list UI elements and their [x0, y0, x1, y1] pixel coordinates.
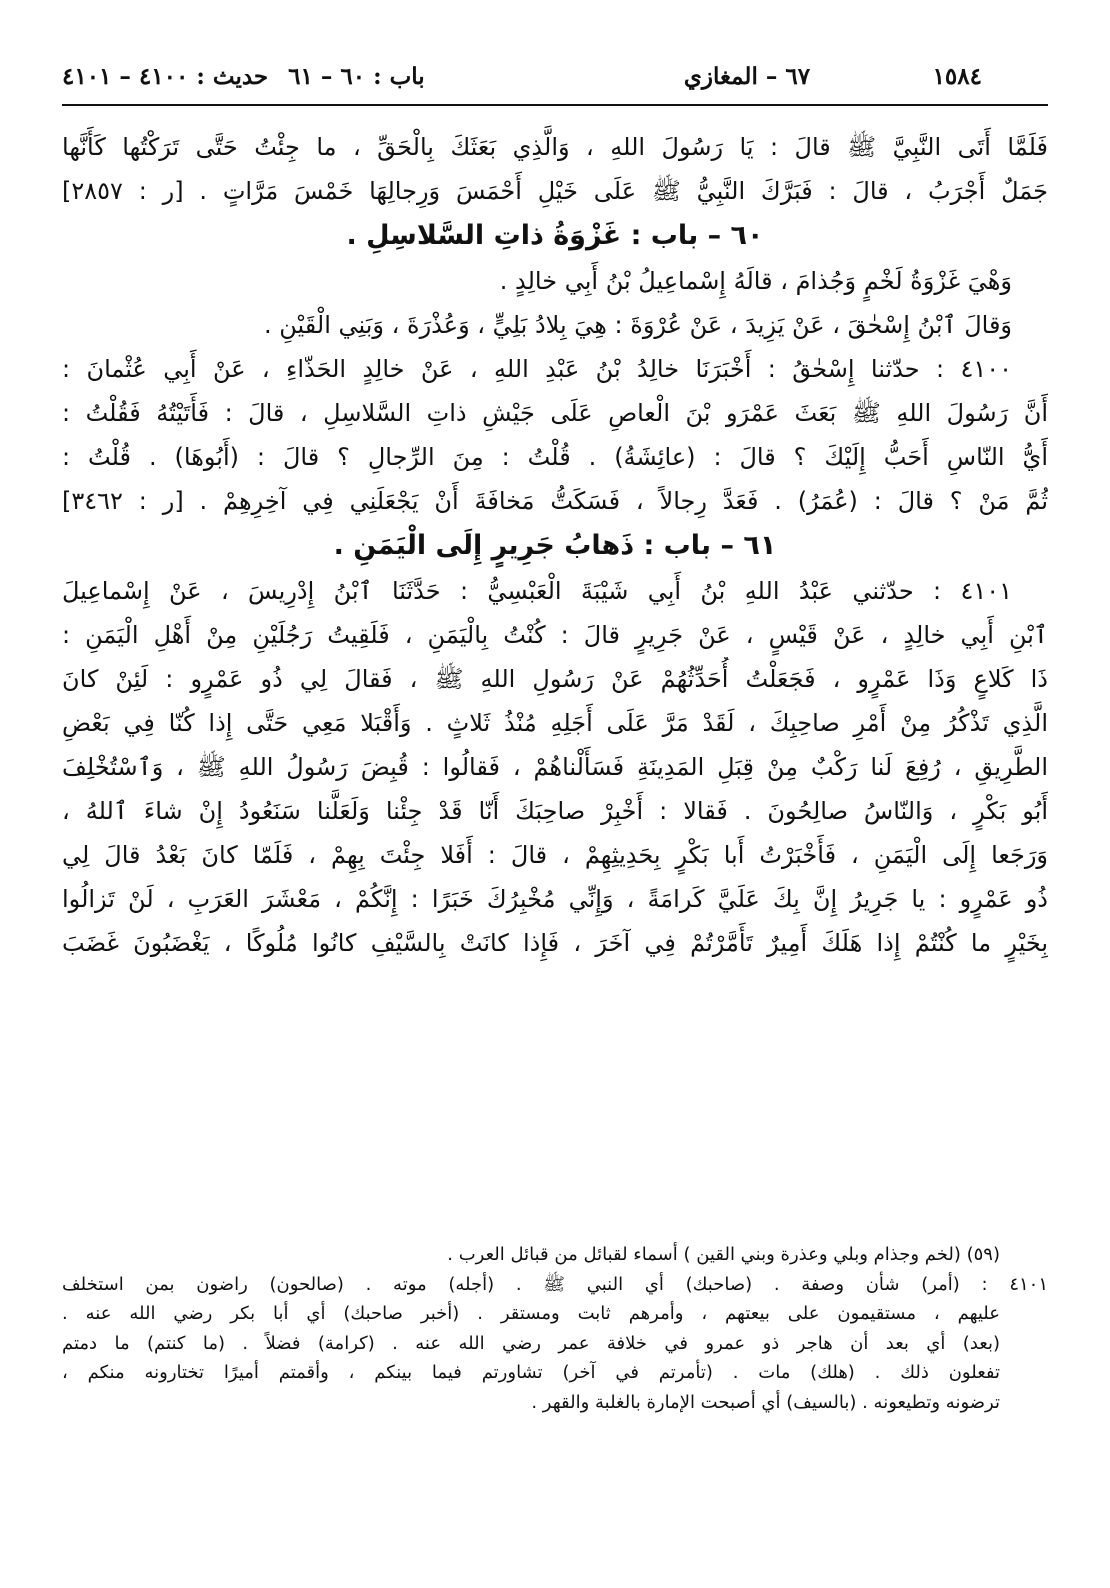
text-line: الَّذِي تَذْكُرُ مِنْ أَمْرِ صاحِبِكَ ، لَقَدْ مَرَّ عَلَى أَجَلِهِ مُنْذُ ثَلاثٍ . وَأَقْبَلا مَعِي حَتَّى إِذا كُنّا فِي بَعْضِ — [62, 709, 1048, 737]
chapter-title: ٦٧ – المغازي — [683, 62, 811, 90]
bab-heading: ٦١ – باب : ذَهابُ جَرِيرٍ إِلَى الْيَمَنِ . — [333, 530, 777, 561]
footnote-line: (بعد) أي بعد أن هاجر ذو عمرو في خلافة عمر رضي الله عنه . (كرامة) فضلاً . (ما كنتم) ما دمتم — [62, 1332, 1000, 1354]
text-line: أَنَّ رَسُولَ اللهِ ﷺ بَعَثَ عَمْرَو بْنَ الْعاصِ عَلَى جَيْشِ ذاتِ السَّلاسِلِ ، قالَ : فَأَتَيْتُهُ فَقُلْتُ : — [62, 399, 1048, 427]
hadith-opening-line: ٤١٠٠ : حدّثنا إِسْحٰقُ : أَخْبَرَنَا خالِدُ بْنُ عَبْدِ اللهِ ، عَنْ خالِدٍ الحَذّاءِ ، عَنْ أَبِي عُثْمانَ : — [62, 355, 1012, 383]
footnote-line: ترضونه وتطيعونه . (بالسيف) أي أصبحت الإمارة بالغلبة والقهر . — [531, 1391, 1000, 1413]
text-line: ٱبْنِ أَبِي خالِدٍ ، عَنْ قَيْسٍ ، عَنْ جَرِيرٍ قالَ : كُنْتُ بِالْيَمَنِ ، فَلَقِيتُ رَجُلَيْنِ مِنْ أَهْلِ الْيَمَنِ : — [62, 621, 1048, 649]
text-line: ذُو عَمْرٍو : يا جَرِيرُ إِنَّ بِكَ عَلَيَّ كَرامَةً ، وَإِنِّي مُخْبِرُكَ خَبَرًا : إِنَّكُمْ ، مَعْشَرَ العَرَبِ ، لَنْ تَزالُوا — [62, 885, 1048, 913]
hadith-range: حديث : ٤١٠٠ – ٤١٠١ — [62, 62, 269, 90]
hadith-opening-line: ٤١٠١ : حدّثني عَبْدُ اللهِ بْنُ أَبِي شَيْبَةَ الْعَبْسِيُّ : حَدَّثَنَا ٱبْنُ إِدْرِيسَ ، عَنْ إِسْماعِيلَ — [62, 577, 1012, 605]
bab-range: باب : ٦٠ – ٦١ — [288, 62, 425, 90]
footnote-line: تفعلون ذلك . (هلك) مات . (تأمرتم في آخر) تشاورتم فيما بينكم ، وأقمتم أميرًا تختارونه منكم ، — [62, 1362, 1000, 1383]
footnote-line: (٥٩) (لخم وجذام وبلي وعذرة وبني القين ) أسماء لقبائل من قبائل العرب . — [447, 1244, 1000, 1265]
main-text — [62, 125, 1048, 965]
footnote-line: عليهم ، مستقيمون على بيعتهم ، وأمرهم ثابت ومستقر . (أخبر صاحبك) أي أبا بكر رضي الله عنه . — [62, 1303, 1000, 1324]
text-line: بِخَيْرٍ ما كُنْتُمْ إِذا هَلَكَ أَمِيرٌ تَأَمَّرْتُمْ فِي آخَرَ ، فَإِذا كانَتْ بِالسَّيْفِ كانُوا مُلُوكًا ، يَغْضَبُونَ غَضَبَ — [62, 929, 1048, 957]
text-line: وَهْيَ غَزْوَةُ لَخْمٍ وَجُذامَ ، قالَهُ إِسْماعِيلُ بْنُ أَبِي خالِدٍ . — [499, 267, 1012, 295]
footnote-line: ٤١٠١ : (أمر) شأن وصفة . (صاحبك) أي النبي ﷺ . (أجله) موته . (صالحون) راضون بمن استخلف — [62, 1273, 1048, 1295]
page-number: ١٥٨٤ — [932, 62, 982, 90]
text-line: ثُمَّ مَنْ ؟ قالَ : (عُمَرُ) . فَعَدَّ رِجالاً ، فَسَكَتُّ مَخافَةَ أَنْ يَجْعَلَنِي فِي آخِرِهِمْ . [ر : ٣٤٦٢] — [62, 487, 1048, 515]
bab-heading: ٦٠ – باب : غَزْوَةُ ذاتِ السَّلاسِلِ . — [346, 220, 764, 251]
text-line: أَبُو بَكْرٍ ، وَالنّاسُ صالِحُونَ . فَقالا : أَخْبِرْ صاحِبَكَ أَنّا قَدْ جِئْنا وَلَعَلَّنا سَنَعُودُ إِنْ شاءَ ٱللهُ ، — [62, 797, 1048, 825]
running-header — [62, 56, 982, 96]
text-line: ذَا كَلاعٍ وَذَا عَمْرٍو ، فَجَعَلْتُ أُحَدِّثُهُمْ عَنْ رَسُولِ اللهِ ﷺ ، فَقالَ لِي ذُو عَمْرٍو : لَئِنْ كانَ — [62, 665, 1048, 693]
text-line: وَرَجَعا إِلَى الْيَمَنِ ، فَأَخْبَرْتُ أَبا بَكْرٍ بِحَدِيثِهِمْ ، قالَ : أَفَلا جِئْتَ بِهِمْ ، فَلَمّا كانَ بَعْدُ قالَ لِي — [62, 841, 1048, 869]
text-line: فَلَمَّا أَتَى النَّبِيَّ ﷺ قالَ : يَا رَسُولَ اللهِ ، وَالَّذِي بَعَثَكَ بِالْحَقِّ ، ما جِئْتُ حَتَّى تَرَكْتُها كَأَنَّها — [62, 133, 1048, 161]
header-rule — [62, 104, 1048, 106]
footnotes — [62, 1240, 1048, 1417]
text-line: جَمَلٌ أَجْرَبُ ، قالَ : فَبَرَّكَ النَّبِيُّ ﷺ عَلَى خَيْلِ أَحْمَسَ وَرِجالِهَا خَمْسَ مَرَّاتٍ . [ر : ٢٨٥٧] — [62, 177, 1048, 205]
reference-range — [62, 63, 622, 90]
text-line: وَقالَ ٱبْنُ إِسْحٰقَ ، عَنْ يَزِيدَ ، عَنْ عُرْوَةَ : هِيَ بِلادُ بَلِيٍّ ، وَعُذْرَةَ ، وَبَنِي الْقَيْنِ . — [263, 311, 1012, 339]
text-line: أَيُّ النّاسِ أَحَبُّ إِلَيْكَ ؟ قالَ : (عائِشَةُ) . قُلْتُ : مِنَ الرِّجالِ ؟ قالَ : (أَبُوهَا) . قُلْتُ : — [62, 443, 1048, 471]
text-line: الطَّرِيقِ ، رُفِعَ لَنا رَكْبٌ مِنْ قِبَلِ المَدِينَةِ فَسَأَلْناهُمْ ، فَقالُوا : قُبِضَ رَسُولُ اللهِ ﷺ ، وَٱسْتُخْلِفَ — [62, 753, 1048, 781]
